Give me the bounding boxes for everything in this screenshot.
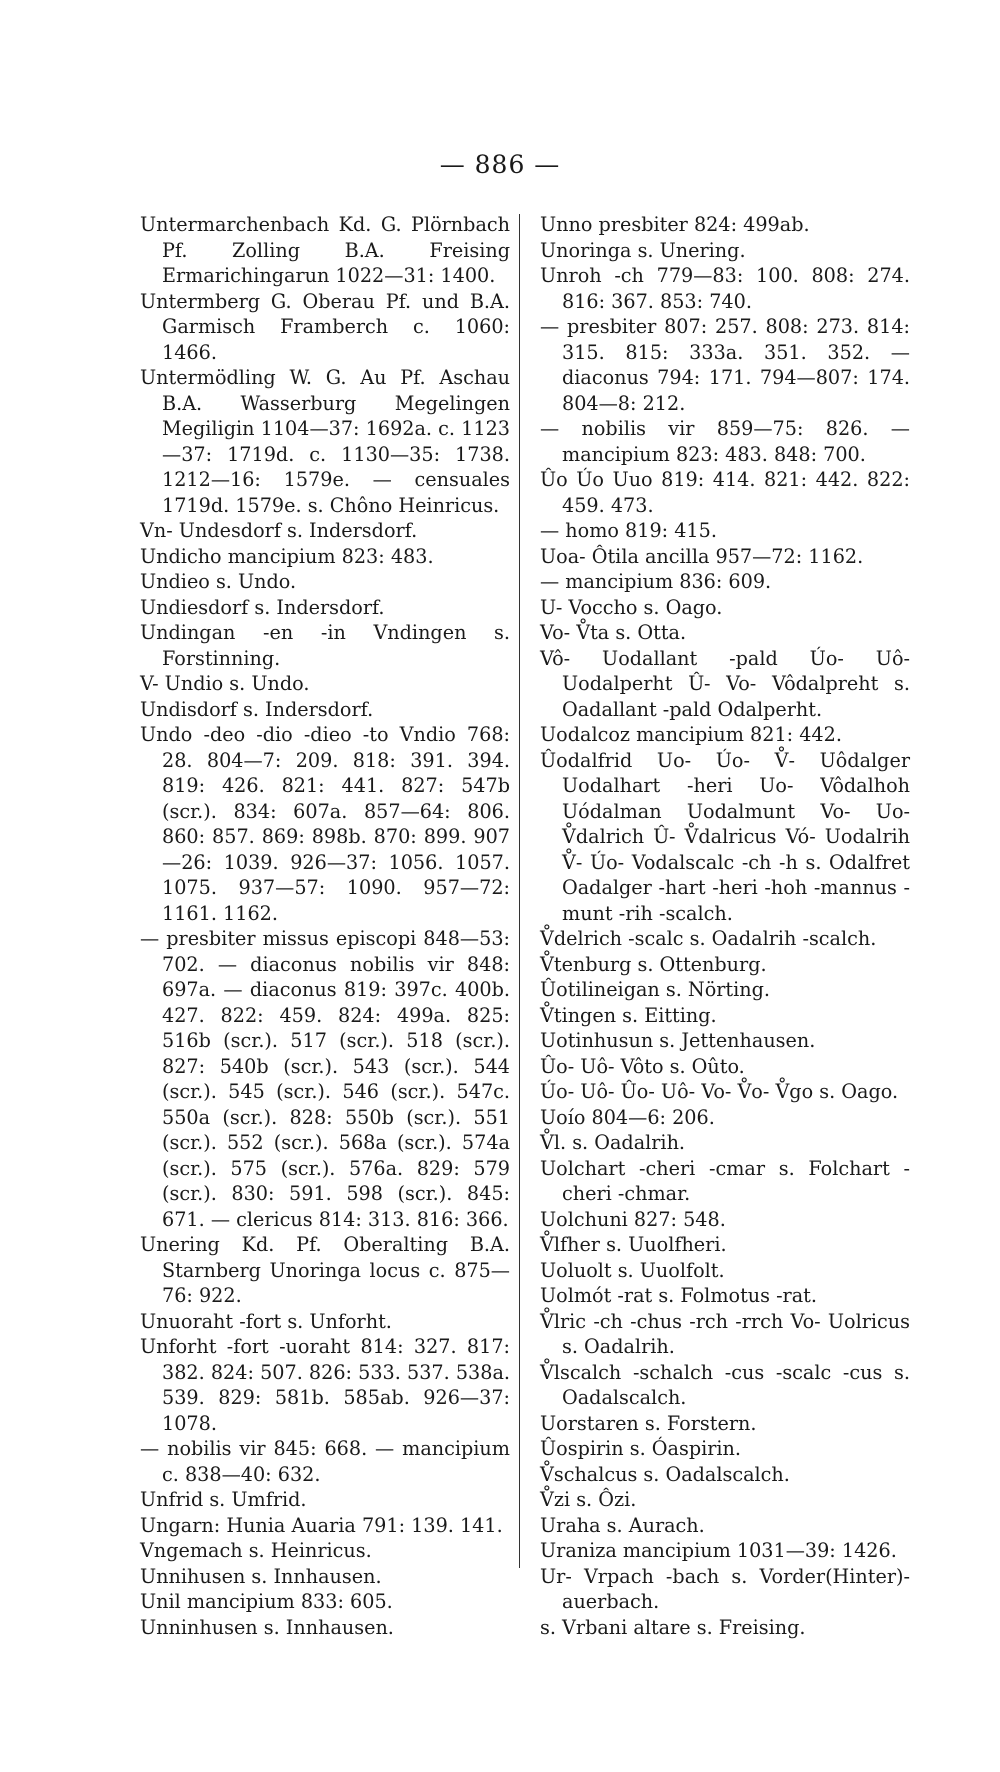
left-column [140,212,510,1640]
index-entry: Vngemach s. Heinricus. [140,1539,372,1562]
index-entry: Vô- Uodallant -pald Úo- Uô- Uodalperht Û- Vo- Vôdalpreht s. Oadallant -pald Odalperht. [540,646,910,721]
index-entry: Uodalcoz mancipium 821: 442. [540,723,842,746]
index-entry: V- Undio s. Undo. [140,672,310,695]
index-entry: Unering Kd. Pf. Oberalting B.A. Starnberg Unoringa locus c. 875—76: 922. [140,1233,510,1307]
index-entry: V̊zi s. Ôzi. [540,1488,637,1511]
index-entry: Ungarn: Hunia Auaria 791: 139. 141. [140,1513,503,1537]
index-entry: V̊lfher s. Uuolfheri. [540,1233,727,1256]
index-entry: Uorstaren s. Forstern. [540,1411,757,1435]
index-entry: Ûo- Uô- Vôto s. Oûto. [540,1054,745,1078]
index-entry: — homo 819: 415. [540,519,717,542]
index-entry: V̊tingen s. Eitting. [540,1003,717,1027]
index-entry: Ûodalfrid Uo- Úo- V̊- Uôdalger Uodalhart -heri Uo- Vôdalhoh Uódalman Uodalmunt Vo- Uo- V̊dalrich Û- V̊dalricus Vó- Uodalrih V̊- Úo- Vodalscalc -ch -h s. Odalfret Oadalger -hart -heri -hoh -mannus -munt -rih -scalch. [540,748,910,925]
index-entry: — nobilis vir 845: 668. — mancipium c. 838—40: 632. [140,1437,510,1486]
index-entry: Uraha s. Aurach. [540,1513,705,1537]
column-divider [519,214,520,1568]
index-entry: — presbiter missus episcopi 848—53: 702. — diaconus nobilis vir 848: 697a. — diaconus 819: 397c. 400b. 427. 822: 459. 824: 499a. 825: 516b (scr.). 517 (scr.). 518 (scr.). 827: 540b (scr.). 543 (scr.). 544 (scr.). 545 (scr.). 546 (scr.). 547c. 550a (scr.). 828: 550b (scr.). 551 (scr.). 552 (scr.). 568a (scr.). 574a (scr.). 575 (scr.). 576a. 829: 579 (scr.). 830: 591. 598 (scr.). 845: 671. — clericus 814: 313. 816: 366. [140,927,510,1231]
index-entry: Vo- V̊ta s. Otta. [540,621,687,644]
index-entry: s. Vrbani altare s. Freising. [540,1615,806,1639]
index-entry: — mancipium 836: 609. [540,570,772,593]
index-entry: Uraniza mancipium 1031—39: 1426. [540,1539,897,1562]
page-number: — 886 — [439,150,561,179]
index-entry: Ûospirin s. Óaspirin. [540,1437,742,1460]
index-entry: Ûotilineigan s. Nörting. [540,978,771,1001]
index-entry: Unforht -fort -uoraht 814: 327. 817: 382. 824: 507. 826: 533. 537. 538a. 539. 829: 581b. 585ab. 926—37: 1078. [140,1335,510,1435]
index-entry: V̊tenburg s. Ottenburg. [540,952,767,976]
index-entry: Uoa- Ôtila ancilla 957—72: 1162. [540,544,864,568]
index-entry: Vn- Undesdorf s. Indersdorf. [140,519,418,542]
index-entry: Undieo s. Undo. [140,570,297,593]
index-entry: V̊lscalch -schalch -cus -scalc -cus s. Oadalscalch. [540,1360,910,1409]
index-entry: Uotinhusun s. Jettenhausen. [540,1029,816,1052]
index-entry: V̊l. s. Oadalrih. [540,1131,686,1154]
index-entry: V̊schalcus s. Oadalscalch. [540,1462,790,1486]
index-entry: Unnihusen s. Innhausen. [140,1564,382,1588]
index-entry: Unoringa s. Unering. [540,238,746,262]
index-entry: Uolmót -rat s. Folmotus -rat. [540,1284,817,1307]
index-entry: Undo -deo -dio -dieo -to Vndio 768: 28. 804—7: 209. 818: 391. 394. 819: 426. 821: 441. 827: 547b (scr.). 834: 607a. 857—64: 806. 860: 857. 869: 898b. 870: 899. 907—26: 1039. 926—37: 1056. 1057. 1075. 937—57: 1090. 957—72: 1161. 1162. [140,723,510,925]
index-entry: Undingan -en -in Vndingen s. Forstinning. [140,621,510,670]
index-entry: U- Voccho s. Oago. [540,595,723,619]
index-entry: Uoío 804—6: 206. [540,1105,715,1129]
right-column [540,212,910,1640]
index-entry: Uoluolt s. Uuolfolt. [540,1258,725,1282]
index-entry: Ur- Vrpach -bach s. Vorder(Hinter)-auerbach. [540,1564,910,1613]
index-entry: Unninhusen s. Innhausen. [140,1615,394,1639]
index-entry: Undisdorf s. Indersdorf. [140,697,374,721]
index-entry: Undicho mancipium 823: 483. [140,544,434,568]
index-entry: Untermberg G. Oberau Pf. und B.A. Garmisch Framberch c. 1060: 1466. [140,289,510,364]
index-entry: Unfrid s. Umfrid. [140,1488,307,1511]
index-entry: — presbiter 807: 257. 808: 273. 814: 315. 815: 333a. 351. 352. — diaconus 794: 171. 794—807: 174. 804—8: 212. [540,315,910,415]
index-entry: Unil mancipium 833: 605. [140,1590,393,1613]
index-entry: Untermarchenbach Kd. G. Plörnbach Pf. Zolling B.A. Freising Ermarichingarun 1022—31: 1400. [140,213,510,287]
index-entry: — nobilis vir 859—75: 826. — mancipium 823: 483. 848: 700. [540,417,910,466]
index-entry: V̊delrich -scalc s. Oadalrih -scalch. [540,927,877,950]
index-entry: Unroh -ch 779—83: 100. 808: 274. 816: 367. 853: 740. [540,264,910,313]
index-entry: Unno presbiter 824: 499ab. [540,213,810,236]
index-entry: Úo- Uô- Ûo- Uô- Vo- V̊o- V̊go s. Oago. [540,1080,899,1103]
index-entry: Uolchart -cheri -cmar s. Folchart -cheri -chmar. [540,1156,910,1205]
index-entry: Uolchuni 827: 548. [540,1207,726,1231]
index-entry: Undiesdorf s. Indersdorf. [140,595,385,619]
index-entry: V̊lric -ch -chus -rch -rrch Vo- Uolricus s. Oadalrih. [540,1309,910,1358]
index-entry: Ûo Úo Uuo 819: 414. 821: 442. 822: 459. 473. [540,468,910,517]
index-entry: Unuoraht -fort s. Unforht. [140,1309,392,1333]
index-entry: Untermödling W. G. Au Pf. Aschau B.A. Wasserburg Megelingen Megiligin 1104—37: 1692a. c. 1123—37: 1719d. c. 1130—35: 1738. 1212—16: 1579e. — censuales 1719d. 1579e. s. Chôno Heinricus. [140,366,510,517]
